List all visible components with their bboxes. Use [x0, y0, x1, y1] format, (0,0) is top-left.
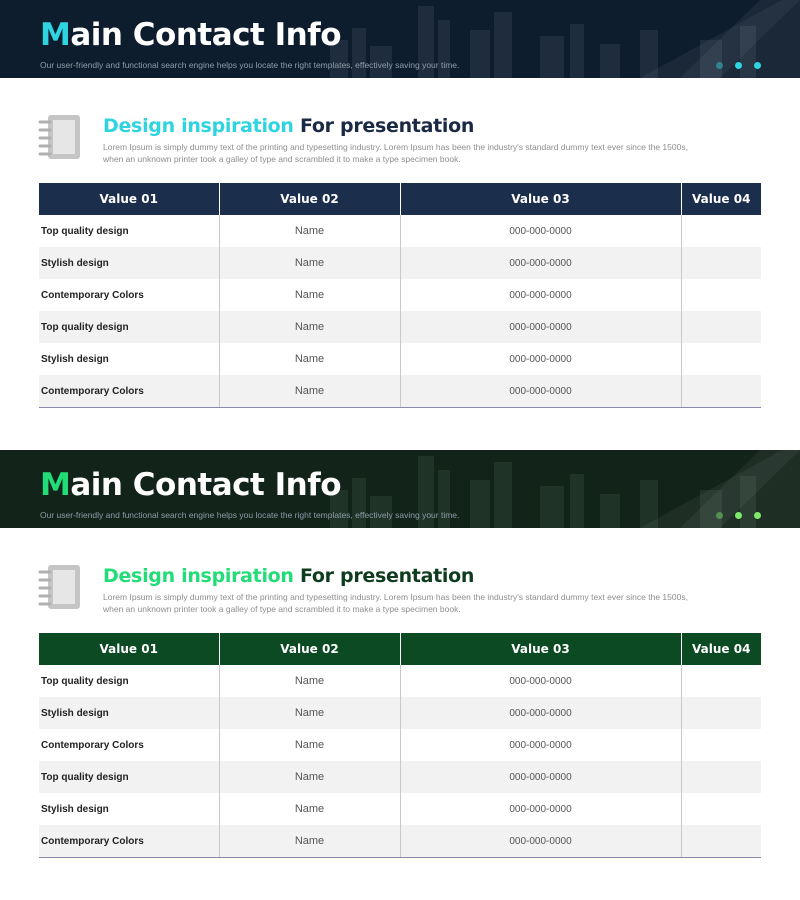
heading-main: For presentation [293, 115, 475, 137]
table-cell: Name [219, 825, 400, 858]
slide-2 [0, 450, 800, 900]
table-cell: Name [219, 761, 400, 793]
table-cell: 000-000-0000 [400, 343, 681, 375]
table-row [39, 729, 761, 761]
table-row [39, 311, 761, 343]
table-row [39, 247, 761, 279]
table-cell: Name [219, 311, 400, 343]
table-cell: Contemporary Colors [39, 375, 219, 408]
heading-accent: Design inspiration [103, 565, 294, 587]
table-cell [681, 761, 761, 793]
table-cell: Stylish design [41, 803, 109, 815]
banner-title-first-letter: M [40, 17, 71, 53]
banner-title-rest: ain Contact Info [70, 17, 341, 53]
table-cell: 000-000-0000 [400, 279, 681, 311]
table-cell: 000-000-0000 [400, 697, 681, 729]
notebook-icon [36, 113, 86, 161]
table-cell: Top quality design [41, 675, 129, 687]
table-row [39, 279, 761, 311]
table-cell: Name [219, 375, 400, 408]
table-row [39, 697, 761, 729]
table-row [39, 343, 761, 375]
pagination-dot [716, 62, 723, 69]
table-cell: Name [219, 697, 400, 729]
banner [0, 450, 800, 528]
pagination-dot [716, 512, 723, 519]
column-header: Value 02 [219, 183, 400, 215]
table-cell [681, 729, 761, 761]
heading-main: For presentation [293, 565, 475, 587]
table-row [39, 793, 761, 825]
pagination-dot [735, 62, 742, 69]
table-cell [681, 793, 761, 825]
table-cell: 000-000-0000 [400, 375, 681, 408]
table-cell [681, 247, 761, 279]
table-cell: 000-000-0000 [400, 793, 681, 825]
table-cell [681, 665, 761, 697]
banner-title-first-letter: M [40, 467, 71, 503]
table-cell: Contemporary Colors [39, 825, 219, 858]
section-body-text: Lorem Ipsum is simply dummy text of the printing and typesetting industry. Lorem Ipsum has been the industry's standard dummy text ever since the 1500s, when an unknown printer took a galley of type and scrambled it to make a type specimen book. [103, 142, 688, 164]
table-row [39, 825, 761, 858]
banner-title-rest: ain Contact Info [70, 467, 341, 503]
contact-table [39, 183, 761, 408]
banner [0, 0, 800, 78]
table-row [39, 375, 761, 408]
table-cell: Top quality design [41, 225, 129, 237]
table-cell: Stylish design [39, 247, 219, 279]
table-cell: Name [219, 343, 400, 375]
table-cell: 000-000-0000 [400, 665, 681, 697]
banner-title [40, 465, 341, 505]
table-cell: Stylish design [39, 697, 219, 729]
banner-subtitle: Our user-friendly and functional search engine helps you locate the right templates, effectively saving your time. [40, 60, 460, 70]
table-row [39, 215, 761, 247]
table-cell [681, 343, 761, 375]
column-header: Value 01 [39, 183, 219, 215]
pagination-dots [716, 62, 766, 70]
table-cell: Top quality design [39, 311, 219, 343]
column-header: Value 01 [39, 633, 219, 665]
contact-table [39, 633, 761, 858]
pagination-dot [754, 512, 761, 519]
table-cell: 000-000-0000 [400, 825, 681, 858]
table-cell: Name [219, 215, 400, 247]
table-cell: Contemporary Colors [41, 739, 144, 751]
table-cell [681, 697, 761, 729]
table-cell: Top quality design [39, 761, 219, 793]
table-cell: 000-000-0000 [400, 729, 681, 761]
column-header: Value 03 [400, 633, 681, 665]
pagination-dots [716, 512, 766, 520]
banner-title [40, 15, 341, 55]
section-heading [103, 114, 474, 138]
column-header: Value 04 [681, 183, 761, 215]
column-header: Value 04 [681, 633, 761, 665]
table-cell: Name [219, 665, 400, 697]
table-cell: 000-000-0000 [400, 311, 681, 343]
table-cell [681, 215, 761, 247]
table-cell: Name [219, 279, 400, 311]
column-header: Value 02 [219, 633, 400, 665]
table-cell: Name [219, 793, 400, 825]
table-cell [681, 825, 761, 858]
column-header: Value 03 [400, 183, 681, 215]
pagination-dot [754, 62, 761, 69]
table-cell [681, 375, 761, 408]
table-cell: 000-000-0000 [400, 215, 681, 247]
table-cell [681, 279, 761, 311]
table-cell: Contemporary Colors [41, 289, 144, 301]
notebook-icon [36, 563, 86, 611]
table-cell: Name [219, 729, 400, 761]
table-cell: Stylish design [41, 353, 109, 365]
table-cell [681, 311, 761, 343]
table-row [39, 665, 761, 697]
table-row [39, 761, 761, 793]
pagination-dot [735, 512, 742, 519]
banner-subtitle: Our user-friendly and functional search engine helps you locate the right templates, effectively saving your time. [40, 510, 460, 520]
section-heading [103, 564, 474, 588]
table-cell: 000-000-0000 [400, 247, 681, 279]
table-cell: 000-000-0000 [400, 761, 681, 793]
section-body-text: Lorem Ipsum is simply dummy text of the printing and typesetting industry. Lorem Ipsum has been the industry's standard dummy text ever since the 1500s, when an unknown printer took a galley of type and scrambled it to make a type specimen book. [103, 592, 688, 614]
heading-accent: Design inspiration [103, 115, 294, 137]
table-cell: Name [219, 247, 400, 279]
table-header-row [39, 183, 761, 215]
table-header-row [39, 633, 761, 665]
